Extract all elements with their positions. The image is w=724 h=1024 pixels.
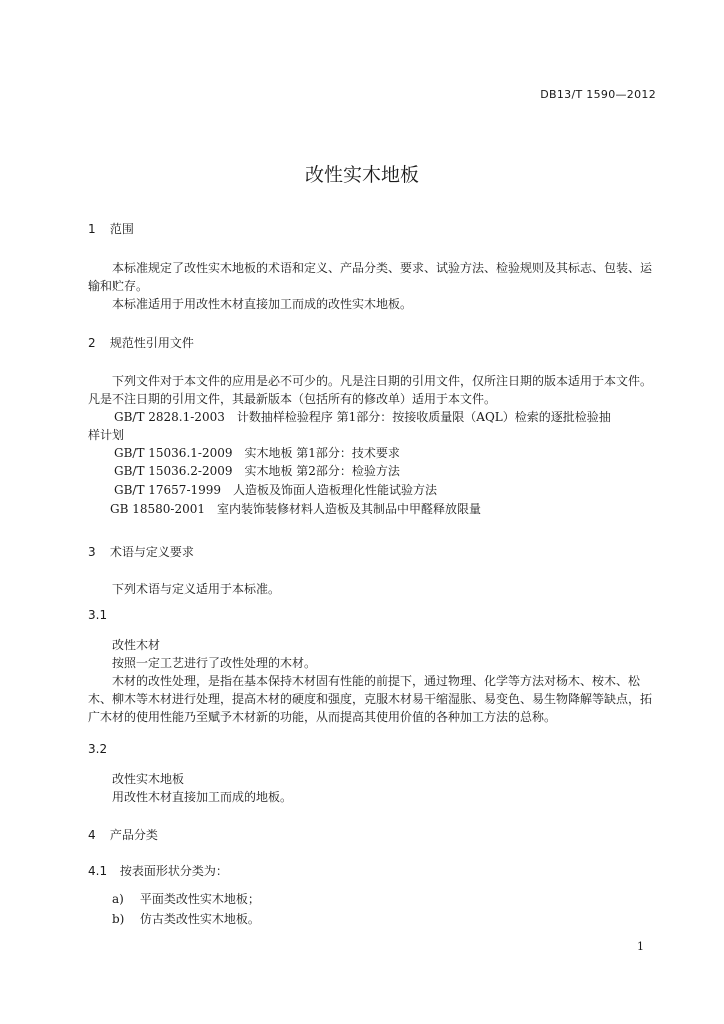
section-title: 产品分类 — [109, 828, 158, 842]
term-3-1-note: 木材的改性处理，是指在基本保持木材固有性能的前提下，通过物理、化学等方法对杨木、桉木、松木、柳木等木材进行处理，提高木材的硬度和强度，克服木材易干缩湿胀、易变色、易生物降解等缺点，拓广木材的使用性能乃至赋予木材新的功能，从而提高其使用价值的各种加工方法的总称。 — [88, 674, 653, 724]
section-1-paragraph-2: 本标准适用于用改性木材直接加工而成的改性实木地板。 — [112, 297, 413, 311]
section-number: 2 — [88, 336, 96, 350]
subsection-title: 按表面形状分类为： — [119, 864, 228, 878]
section-number: 4 — [88, 828, 96, 842]
reference-item: GB/T 15036.2-2009 实木地板 第2部分：检验方法 — [114, 464, 400, 478]
section-3-paragraph-1: 下列术语与定义适用于本标准。 — [112, 582, 281, 596]
section-title: 范围 — [109, 222, 134, 236]
term-3-2-definition: 用改性木材直接加工而成的地板。 — [112, 790, 293, 804]
term-3-2-name: 改性实木地板 — [112, 772, 185, 786]
list-marker: b) — [112, 912, 125, 926]
section-2-heading — [88, 334, 194, 351]
reference-item-continuation: 样计划 — [88, 428, 125, 442]
section-1-paragraph-1: 本标准规定了改性实木地板的术语和定义、产品分类、要求、试验方法、检验规则及其标志、包装、运输和贮存。 — [88, 261, 653, 293]
list-marker: a) — [112, 892, 124, 906]
section-4-heading — [88, 826, 158, 843]
list-item-text: 平面类改性实木地板； — [139, 892, 260, 906]
subsection-number: 4.1 — [88, 864, 108, 878]
reference-item: GB/T 2828.1-2003 计数抽样检验程序 第1部分：按接收质量限（AQL）检索的逐批检验抽 — [114, 410, 611, 424]
list-item — [112, 890, 260, 908]
term-3-1-definition: 按照一定工艺进行了改性处理的木材。 — [112, 656, 317, 670]
term-3-1-name: 改性木材 — [112, 638, 161, 652]
section-1-heading — [88, 220, 134, 237]
term-3-2-number: 3.2 — [88, 742, 108, 756]
list-item-text: 仿古类改性实木地板。 — [139, 912, 260, 926]
page-number: 1 — [637, 940, 644, 953]
section-number: 1 — [88, 222, 96, 236]
section-number: 3 — [88, 545, 96, 559]
standard-number: DB13/T 1590—2012 — [540, 88, 656, 101]
section-3-heading — [88, 543, 194, 560]
reference-item: GB 18580-2001 室内装饰装修材料人造板及其制品中甲醛释放限量 — [110, 502, 481, 516]
reference-item: GB/T 15036.1-2009 实木地板 第1部分：技术要求 — [114, 446, 400, 460]
reference-item: GB/T 17657-1999 人造板及饰面人造板理化性能试验方法 — [114, 483, 438, 497]
section-title: 规范性引用文件 — [109, 336, 194, 350]
section-title: 术语与定义要求 — [109, 545, 194, 559]
section-2-paragraph-1: 下列文件对于本文件的应用是必不可少的。凡是注日期的引用文件，仅所注日期的版本适用于本文件。凡是不注日期的引用文件，其最新版本（包括所有的修改单）适用于本文件。 — [88, 374, 653, 406]
list-item — [112, 910, 260, 928]
document-title: 改性实木地板 — [304, 164, 419, 186]
term-3-1-number: 3.1 — [88, 608, 108, 622]
subsection-4-1 — [88, 862, 228, 880]
